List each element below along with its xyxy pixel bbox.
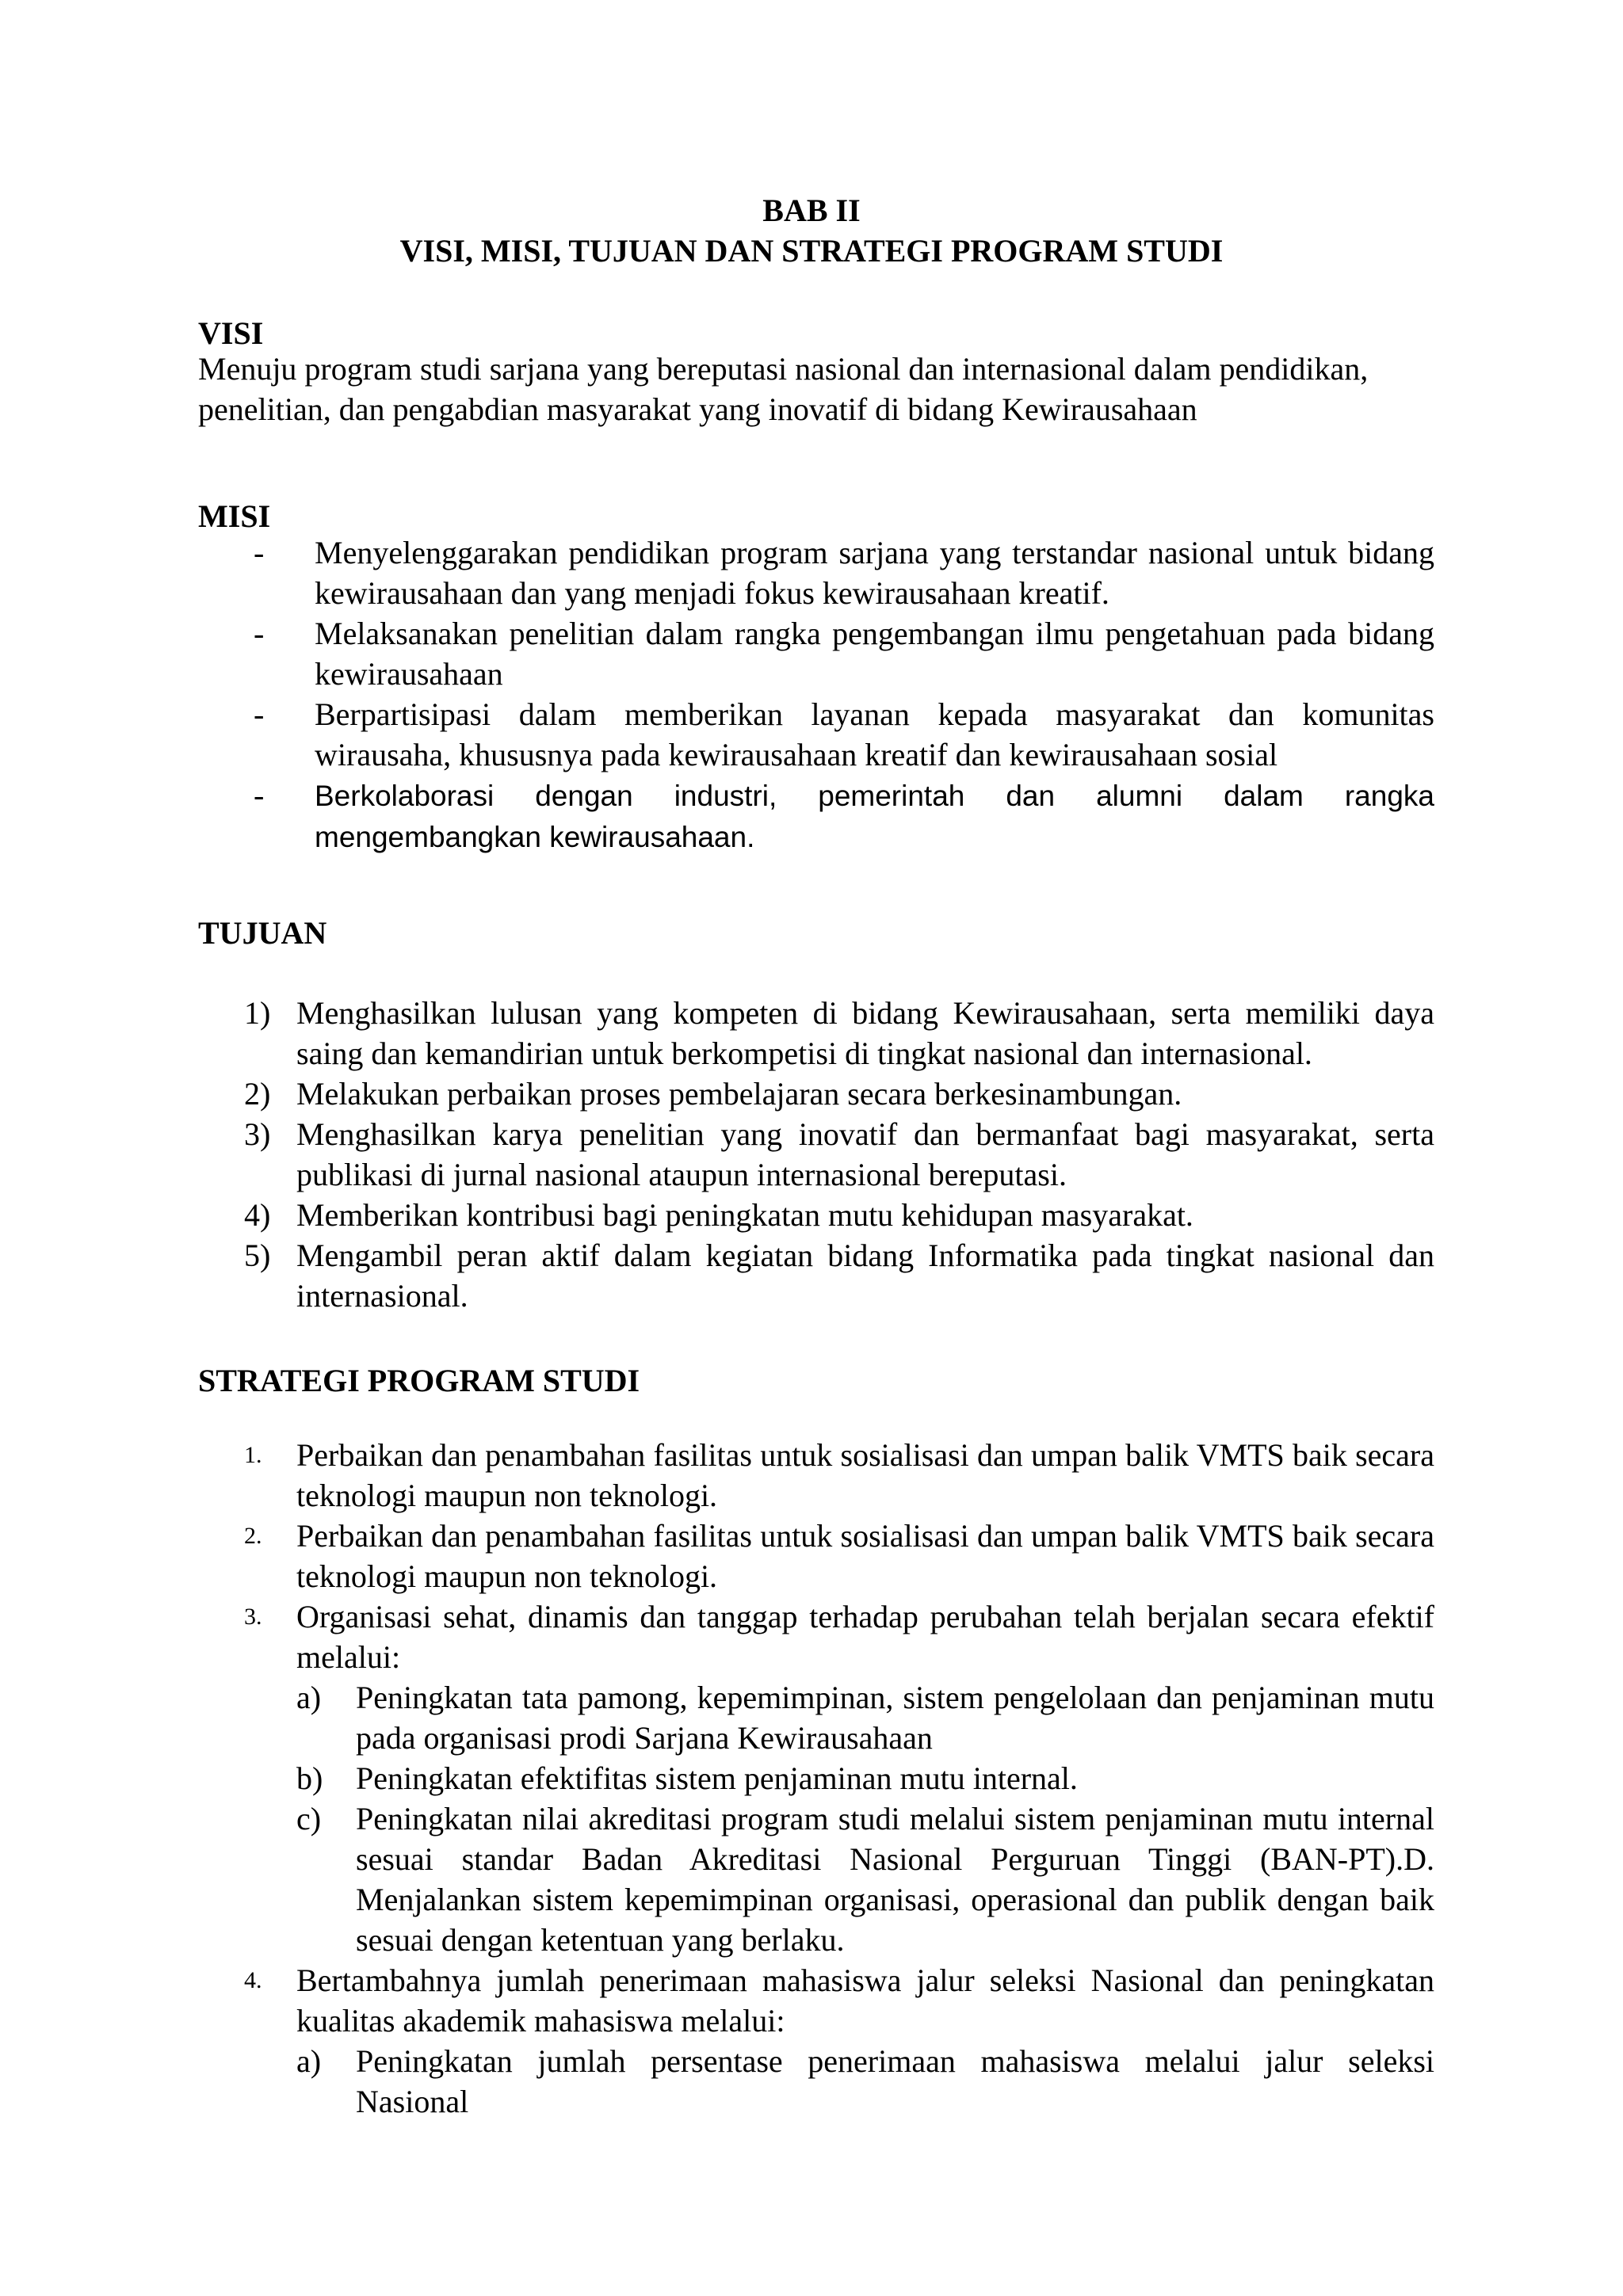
- misi-heading: MISI: [198, 498, 271, 534]
- strategi-item: [198, 1596, 1434, 1960]
- list-marker: 1): [244, 995, 271, 1031]
- misi-item-text: Berpartisipasi dalam memberikan layanan kepada masyarakat dan komunitas wirausaha, khususnya pada kewirausahaan kreatif dan kewirausahaan sosial: [315, 696, 1434, 772]
- list-marker: 2.: [244, 1523, 262, 1549]
- tujuan-item-text: Memberikan kontribusi bagi peningkatan mutu kehidupan masyarakat.: [296, 1197, 1193, 1233]
- tujuan-heading: TUJUAN: [198, 915, 327, 951]
- strategi-subitem-text: Peningkatan nilai akreditasi program studi melalui sistem penjaminan mutu internal sesuai standar Badan Akreditasi Nasional Perguruan Tinggi (BAN-PT).D. Menjalankan sistem kepemimpinan organisasi, operasional dan publik dengan baik sesuai dengan ketentuan yang berlaku.: [356, 1801, 1434, 1958]
- list-marker: -: [254, 777, 265, 813]
- list-marker: 2): [244, 1076, 271, 1112]
- list-marker: a): [296, 2043, 322, 2079]
- list-marker: a): [296, 1680, 322, 1715]
- list-marker: -: [254, 696, 265, 732]
- strategi-item-text: Organisasi sehat, dinamis dan tanggap terhadap perubahan telah berjalan secara efektif melalui:: [296, 1599, 1434, 1675]
- list-marker: -: [254, 616, 265, 651]
- list-marker: 1.: [244, 1442, 262, 1468]
- list-marker: c): [296, 1801, 322, 1836]
- strategi-item: [198, 1516, 1434, 1596]
- strategi-subitem-text: Peningkatan jumlah persentase penerimaan mahasiswa melalui jalur seleksi Nasional: [356, 2043, 1434, 2119]
- list-marker: -: [254, 535, 265, 570]
- tujuan-item: [198, 1114, 1434, 1195]
- tujuan-item: [198, 1074, 1434, 1114]
- list-marker: 5): [244, 1238, 271, 1273]
- misi-item-text: Berkolaborasi dengan industri, pemerintah dan alumni dalam rangka mengembangkan kewirausahaan.: [315, 780, 1434, 853]
- strategi-subitem: [296, 1798, 1434, 1960]
- misi-item: [198, 613, 1434, 694]
- tujuan-item-text: Mengambil peran aktif dalam kegiatan bidang Informatika pada tingkat nasional dan internasional.: [296, 1238, 1434, 1314]
- tujuan-item: [198, 1235, 1434, 1316]
- strategi-subitem: [296, 1758, 1434, 1798]
- tujuan-item: [198, 1195, 1434, 1235]
- list-marker: 4): [244, 1197, 271, 1233]
- tujuan-item-text: Menghasilkan lulusan yang kompeten di bidang Kewirausahaan, serta memiliki daya saing dan kemandirian untuk berkompetisi di tingkat nasional dan internasional.: [296, 995, 1434, 1071]
- tujuan-item-text: Melakukan perbaikan proses pembelajaran secara berkesinambungan.: [296, 1076, 1182, 1112]
- misi-item: [198, 694, 1434, 775]
- strategi-heading: STRATEGI PROGRAM STUDI: [198, 1363, 640, 1398]
- misi-list: [198, 532, 1434, 857]
- chapter-title: VISI, MISI, TUJUAN DAN STRATEGI PROGRAM STUDI: [399, 233, 1224, 269]
- strategi-item: [198, 1435, 1434, 1516]
- list-marker: b): [296, 1760, 323, 1796]
- strategi-item-text: Perbaikan dan penambahan fasilitas untuk sosialisasi dan umpan balik VMTS baik secara teknologi maupun non teknologi.: [296, 1518, 1434, 1594]
- tujuan-item-text: Menghasilkan karya penelitian yang inovatif dan bermanfaat bagi masyarakat, serta publikasi di jurnal nasional ataupun internasional bereputasi.: [296, 1116, 1434, 1192]
- misi-item-text: Melaksanakan penelitian dalam rangka pengembangan ilmu pengetahuan pada bidang kewirausahaan: [315, 616, 1434, 692]
- chapter-label: BAB II: [762, 193, 861, 228]
- strategi-item: [198, 1960, 1434, 2122]
- misi-item: [198, 775, 1434, 857]
- misi-item: [198, 532, 1434, 613]
- list-marker: 3.: [244, 1604, 262, 1630]
- strategi-list: [198, 1435, 1434, 2122]
- strategi-subitem-text: Peningkatan tata pamong, kepemimpinan, sistem pengelolaan dan penjaminan mutu pada organisasi prodi Sarjana Kewirausahaan: [356, 1680, 1434, 1756]
- tujuan-item: [198, 993, 1434, 1074]
- visi-text: Menuju program studi sarjana yang bereputasi nasional dan internasional dalam pendidikan, penelitian, dan pengabdian masyarakat yang inovatif di bidang Kewirausahaan: [198, 351, 1369, 427]
- list-marker: 3): [244, 1116, 271, 1152]
- strategi-sublist: [296, 1677, 1434, 1960]
- strategi-subitem-text: Peningkatan efektifitas sistem penjaminan mutu internal.: [356, 1760, 1078, 1796]
- misi-item-text: Menyelenggarakan pendidikan program sarjana yang terstandar nasional untuk bidang kewirausahaan dan yang menjadi fokus kewirausahaan kreatif.: [315, 535, 1434, 611]
- list-marker: 4.: [244, 1967, 262, 1993]
- tujuan-list: [198, 993, 1434, 1316]
- strategi-sublist: [296, 2041, 1434, 2122]
- strategi-subitem: [296, 2041, 1434, 2122]
- strategi-item-text: Bertambahnya jumlah penerimaan mahasiswa jalur seleksi Nasional dan peningkatan kualitas akademik mahasiswa melalui:: [296, 1962, 1434, 2039]
- strategi-subitem: [296, 1677, 1434, 1758]
- strategi-item-text: Perbaikan dan penambahan fasilitas untuk sosialisasi dan umpan balik VMTS baik secara teknologi maupun non teknologi.: [296, 1437, 1434, 1513]
- visi-heading: VISI: [198, 315, 264, 351]
